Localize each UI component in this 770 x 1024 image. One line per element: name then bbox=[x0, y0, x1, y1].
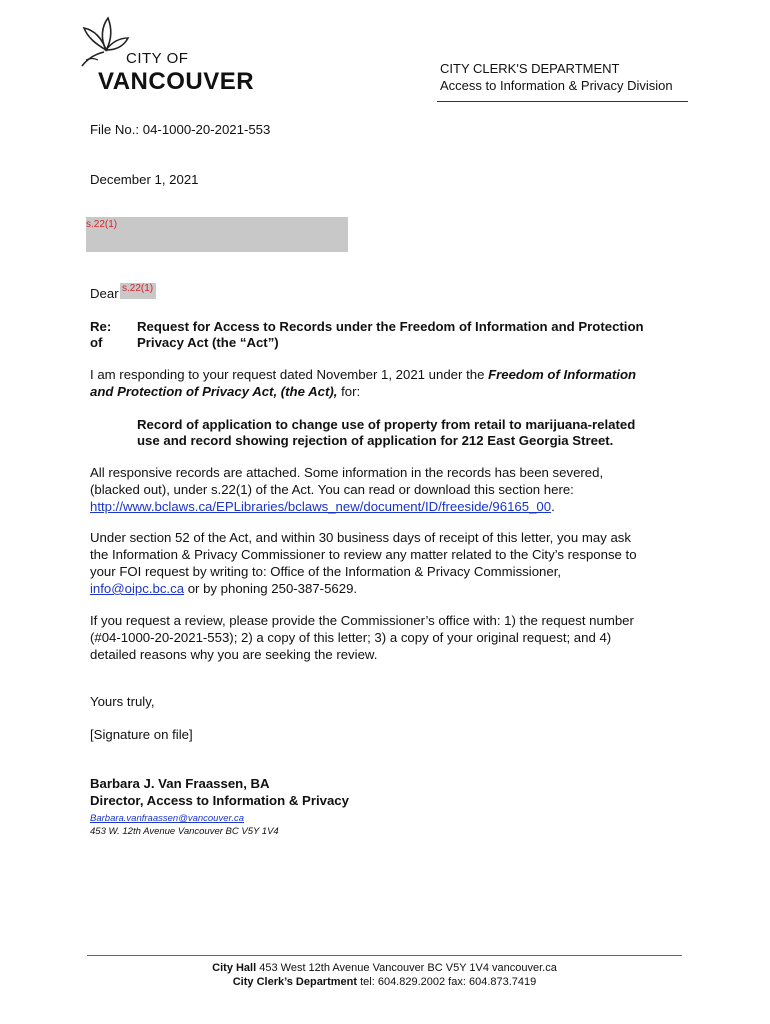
p1-end: for: bbox=[337, 384, 361, 399]
footer-line-1 bbox=[87, 961, 682, 975]
closing: Yours truly, bbox=[90, 694, 155, 709]
redaction-code: s.22(1) bbox=[122, 283, 154, 294]
p3-line-1: Under section 52 of the Act, and within 30 business days of receipt of this letter, you may ask bbox=[90, 530, 631, 545]
subject-line-2: Privacy Act (the “Act”) bbox=[137, 335, 279, 350]
paragraph-review-rights bbox=[90, 529, 700, 597]
p2-line-1: All responsive records are attached. Some information in the records has been severed, bbox=[90, 465, 604, 480]
letter-date: December 1, 2021 bbox=[90, 172, 199, 187]
paragraph-records bbox=[90, 464, 700, 515]
signer-address: 453 W. 12th Avenue Vancouver BC V5Y 1V4 bbox=[90, 826, 279, 837]
footer-clerks-dept: City Clerk’s Department bbox=[232, 976, 358, 988]
act-name-1: Freedom of Information bbox=[488, 367, 637, 382]
p2-end: . bbox=[551, 499, 555, 514]
p2-line-2: (blacked out), under s.22(1) of the Act. You can read or download this section here: bbox=[90, 482, 574, 497]
footer-line-2 bbox=[87, 975, 682, 989]
header-divider bbox=[437, 101, 688, 102]
footer-contact: tel: 604.829.2002 fax: 604.873.7419 bbox=[357, 976, 537, 988]
p3-line-2: the Information & Privacy Commissioner to review any matter related to the City’s response to bbox=[90, 547, 637, 562]
p4-line-3: detailed reasons why you are seeking the review. bbox=[90, 647, 378, 662]
request-description-1: Record of application to change use of property from retail to marijuana-related bbox=[137, 417, 636, 432]
city-of-vancouver-logo bbox=[78, 14, 258, 100]
signer-name: Barbara J. Van Fraassen, BA bbox=[90, 776, 270, 791]
p4-line-2: (#04-1000-20-2021-553); 2) a copy of this letter; 3) a copy of your original request; and 4) bbox=[90, 630, 612, 645]
signer-email-link[interactable]: Barbara.vanfraassen@vancouver.ca bbox=[90, 813, 244, 824]
department-heading bbox=[440, 60, 673, 94]
re-of-label: of bbox=[90, 335, 103, 350]
footer-city-hall-address: 453 West 12th Avenue Vancouver BC V5Y 1V4 vancouver.ca bbox=[256, 962, 557, 974]
request-description-2: use and record showing rejection of application for 212 East Georgia Street. bbox=[137, 433, 614, 448]
p4-line-1: If you request a review, please provide the Commissioner’s office with: 1) the request number bbox=[90, 613, 634, 628]
p3-end: or by phoning 250-387-5629. bbox=[184, 581, 358, 596]
file-number: File No.: 04-1000-20-2021-553 bbox=[90, 122, 271, 137]
subject-line-1: Request for Access to Records under the Freedom of Information and Protection bbox=[137, 319, 644, 334]
re-label: Re: bbox=[90, 319, 112, 334]
signer-title: Director, Access to Information & Privacy bbox=[90, 793, 349, 808]
footer-divider bbox=[87, 955, 682, 956]
act-name-2: and Protection of Privacy Act, (the Act), bbox=[90, 384, 338, 399]
p1-text: I am responding to your request dated November 1, 2021 under the bbox=[90, 367, 489, 382]
paragraph-review-instructions bbox=[90, 612, 700, 663]
oipc-email-link[interactable]: info@oipc.bc.ca bbox=[90, 581, 185, 596]
signature-placeholder: [Signature on file] bbox=[90, 727, 193, 742]
department-name: CITY CLERK'S DEPARTMENT bbox=[440, 61, 620, 76]
division-name: Access to Information & Privacy Division bbox=[440, 78, 673, 93]
signer-contact bbox=[90, 808, 279, 837]
footer-city-hall: City Hall bbox=[212, 962, 257, 974]
p3-line-3: your FOI request by writing to: Office of the Information & Privacy Commissioner, bbox=[90, 564, 562, 579]
redaction-code: s.22(1) bbox=[86, 219, 118, 230]
paragraph-request bbox=[90, 366, 690, 400]
logo-vancouver: VANCOUVER bbox=[98, 68, 255, 95]
logo-city-of: CITY OF bbox=[126, 50, 189, 67]
salutation: Dear bbox=[90, 286, 119, 301]
redacted-name bbox=[120, 283, 156, 299]
bclaws-link[interactable]: http://www.bclaws.ca/EPLibraries/bclaws_new/document/ID/freeside/96165_00 bbox=[90, 499, 552, 514]
redacted-address bbox=[86, 217, 348, 252]
